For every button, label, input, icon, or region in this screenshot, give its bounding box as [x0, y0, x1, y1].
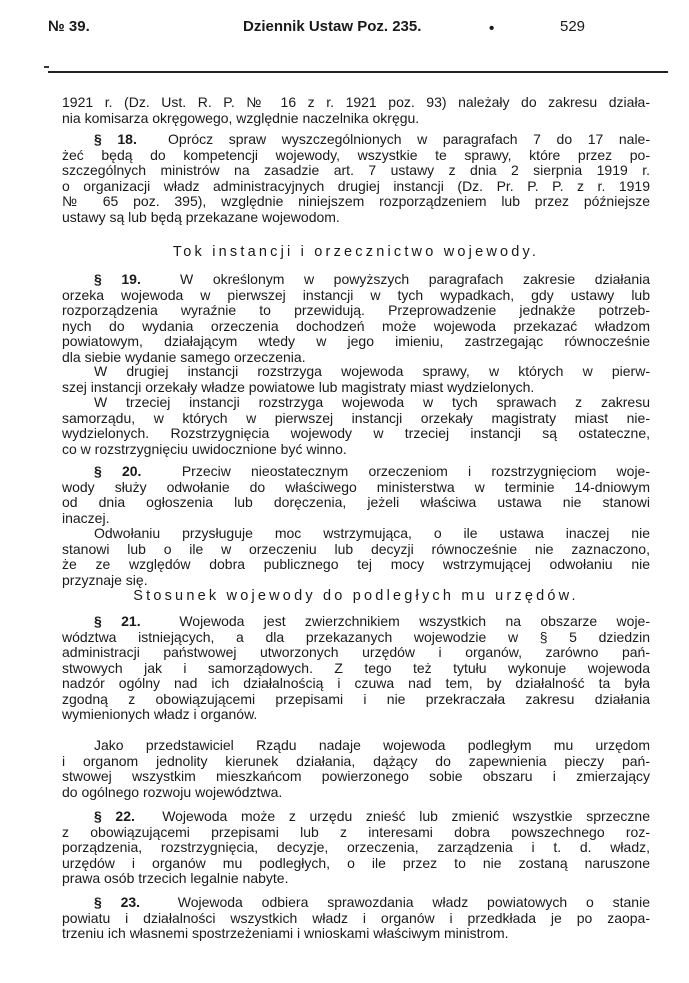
text-line: [62, 676, 650, 692]
section-number: § 20.: [94, 463, 142, 479]
text-line: [62, 614, 650, 630]
text-line: [62, 645, 650, 661]
text-line: [62, 194, 650, 210]
line-text: ustawy są lub będą przekazane wojewodom.: [62, 208, 340, 225]
text-line: [62, 692, 650, 708]
line-text: szczególnych ministrów na zasadzie art. 7 ustawy z dnia 2 sierpnia 1919 r.: [62, 162, 650, 178]
paragraph: [62, 738, 650, 800]
text-line: [62, 856, 650, 872]
line-text: wymienionych władz i organów.: [62, 706, 258, 722]
line-text: nia komisarza okręgowego, względnie naczelnika okręgu.: [62, 109, 420, 126]
text-line: [62, 661, 650, 677]
page-number: 529: [560, 18, 586, 35]
line-text: W trzeciej instancji rozstrzyga wojewoda w tych sprawach z zakresu: [94, 394, 650, 410]
scan-mark: [44, 66, 49, 68]
text-line: [62, 707, 650, 723]
line-text: Oprócz spraw wyszczególnionych w paragrafach 7 do 17 nale-: [168, 131, 651, 147]
line-text: dla siebie wydanie samego orzeczenia.: [62, 348, 306, 365]
text-line: [62, 303, 650, 319]
line-text: W określonym w powyższych paragrafach zakresie działania: [180, 271, 651, 287]
text-line: [62, 210, 650, 226]
text-line: [62, 785, 650, 801]
paragraph: [62, 395, 650, 457]
line-text: przyznaje się.: [62, 571, 148, 588]
text-line: [62, 911, 650, 927]
text-line: [62, 148, 650, 164]
header-bullet: •: [489, 20, 495, 37]
header-rule: [48, 71, 668, 73]
text-line: [62, 179, 650, 195]
line-text: W drugiej instancji rozstrzyga wojewoda sprawy, w których w pierw-: [94, 363, 650, 379]
line-text: stanowi lub o ile w orzeczeniu lub decyzji równocześnie nie zaznaczono,: [62, 540, 650, 557]
text-line: [62, 738, 650, 754]
line-text: 1921 r. (Dz. Ust. R. P. № 16 z r. 1921 poz. 93) należały do zakresu działa-: [62, 94, 650, 110]
line-text: prawa osób trzecich legalnie nabyte.: [62, 870, 289, 886]
text-line: [62, 895, 650, 911]
text-line: [62, 825, 650, 841]
text-line: [62, 442, 650, 458]
text-line: [62, 95, 650, 111]
line-text: wództwa istniejących, a dla przekazanych wojewodzie w § 5 dziedzin: [62, 628, 650, 645]
line-text: rozporządzenia wyraźnie to przewidują. Przeprowadzenie jednakże potrzeb-: [62, 302, 650, 318]
line-text: nadzór ogólny nad ich działalnością i czuwa nad tem, by działalność ta była: [62, 675, 650, 691]
text-line: [62, 395, 650, 411]
line-text: do ogólnego rozwoju województwa.: [62, 783, 283, 800]
section-number: § 21.: [94, 613, 141, 629]
text-line: [62, 480, 650, 496]
text-line: [62, 542, 650, 558]
line-text: powiatowym, działającym wtedy w jego imieniu, zastrzegając równocześnie: [62, 333, 650, 349]
paragraph: [62, 272, 650, 365]
line-text: Odwołaniu przysługuje moc wstrzymująca, o ile ustawa inaczej nie: [94, 525, 650, 541]
line-text: nych do wydania orzeczenia dochodzeń może wojewoda przekazać władzom: [62, 317, 650, 334]
paragraph: [62, 614, 650, 723]
line-text: urzędów i organów mu podległych, o ile przez to nie zostaną naruszone: [62, 854, 650, 871]
issue-number: № 39.: [48, 18, 90, 35]
line-text: wydzielonych. Rozstrzygnięcia wojewody w trzeciej instancji są ostateczne,: [62, 425, 650, 441]
text-line: [62, 630, 650, 646]
text-line: [62, 464, 650, 480]
line-text: z obowiązującemi przepisami lub z interesami dobra powszechnego roz-: [62, 823, 650, 840]
text-line: [62, 319, 650, 335]
text-line: [62, 288, 650, 304]
line-text: żeć będą do kompetencji wojewody, wszystkie te sprawy, które przez po-: [62, 146, 650, 163]
text-line: [62, 334, 650, 350]
paragraph: [62, 464, 650, 526]
text-line: [62, 111, 650, 127]
paragraph: [62, 809, 650, 887]
section-heading: Tok instancji i orzecznictwo wojewody.: [172, 244, 540, 260]
text-line: [62, 163, 650, 179]
line-text: № 65 poz. 395), względnie niniejszem rozporządzeniem lub przez późniejsze: [62, 193, 650, 209]
text-line: [62, 926, 650, 942]
text-line: [62, 871, 650, 887]
section-number: § 23.: [94, 894, 141, 910]
line-text: stwowych jak i samorządowych. Z tego też tytułu wykonuje wojewoda: [62, 659, 650, 676]
line-text: i organom jednolity kierunek działania, dążący do zapewnienia pieczy pań-: [62, 752, 650, 769]
line-text: że ze względów dobra publicznego tej mocy wstrzymującej odwołaniu nie: [62, 556, 650, 572]
text-line: [62, 364, 650, 380]
paragraph: [62, 95, 650, 126]
section-number: § 19.: [94, 271, 141, 287]
line-text: o organizacji władz administracyjnych drugiej instancji (Dz. Pr. P. P. z r. 1919: [62, 177, 650, 194]
text-line: [62, 426, 650, 442]
text-line: [62, 809, 650, 825]
line-text: inaczej.: [62, 509, 110, 526]
paragraph: [62, 895, 650, 942]
text-line: [62, 754, 650, 770]
line-text: trzeniu ich własnemi spostrzeżeniami i wnioskami właściwym ministrom.: [62, 925, 509, 941]
text-line: [62, 132, 650, 148]
line-text: orzeka wojewoda w pierwszej instancji w tych wypadkach, gdy ustawy lub: [62, 286, 650, 303]
line-text: wody służy odwołanie do właściwego ministerstwa w terminie 14-dniowym: [62, 478, 650, 495]
line-text: administracji państwowej utworzonych urzędów i organów, zarówno pań-: [62, 644, 650, 660]
text-line: [62, 380, 650, 396]
text-line: [62, 495, 650, 511]
line-text: porządzenia, rozstrzygnięcia, decyzje, orzeczenia, zarządzenia i t. d. władz,: [62, 839, 650, 855]
journal-title: Dziennik Ustaw Poz. 235.: [243, 18, 422, 35]
text-line: [62, 840, 650, 856]
text-line: [62, 272, 650, 288]
text-line: [62, 526, 650, 542]
line-text: Wojewoda może z urzędu znieść lub zmienić wszystkie sprzeczne: [162, 808, 651, 824]
line-text: Wojewoda jest zwierzchnikiem wszystkich na obszarze woje-: [179, 613, 650, 629]
line-text: Przeciw nieostatecznym orzeczeniom i rozstrzygnięciom woje-: [181, 463, 651, 479]
line-text: szej instancji orzekały władze powiatowe lub magistraty miast wydzielonych.: [62, 378, 535, 395]
line-text: samorządu, w których w pierwszej instancji orzekały magistraty miast nie-: [62, 409, 650, 426]
text-line: [62, 557, 650, 573]
section-number: § 18.: [94, 131, 137, 147]
paragraph: [62, 132, 650, 225]
line-text: co w rozstrzygnięciu uwidocznione być winno.: [62, 440, 347, 457]
text-line: [62, 411, 650, 427]
text-line: [62, 769, 650, 785]
paragraph: [62, 364, 650, 395]
text-line: [62, 511, 650, 527]
line-text: od dnia ogłoszenia lub doręczenia, jeżeli właściwa ustawa nie stanowi: [62, 494, 650, 510]
text-line: [62, 573, 650, 589]
line-text: Jako przedstawiciel Rządu nadaje wojewoda podległym mu urzędom: [94, 737, 650, 753]
line-text: Wojewoda odbiera sprawozdania władz powiatowych o stanie: [177, 894, 650, 910]
line-text: powiatu i działalności wszystkich władz i organów i przedkłada je po zaopa-: [62, 909, 650, 926]
section-heading: Stosunek wojewody do podległych mu urzędów.: [133, 588, 579, 604]
line-text: stwowej wszystkim mieszkańcom powierzonego sobie obszaru i zmierzający: [62, 768, 650, 784]
paragraph: [62, 526, 650, 588]
section-number: § 22.: [94, 808, 135, 824]
line-text: zgodną z obowiązującemi przepisami i nie przekraczała zakresu działania: [62, 690, 650, 707]
